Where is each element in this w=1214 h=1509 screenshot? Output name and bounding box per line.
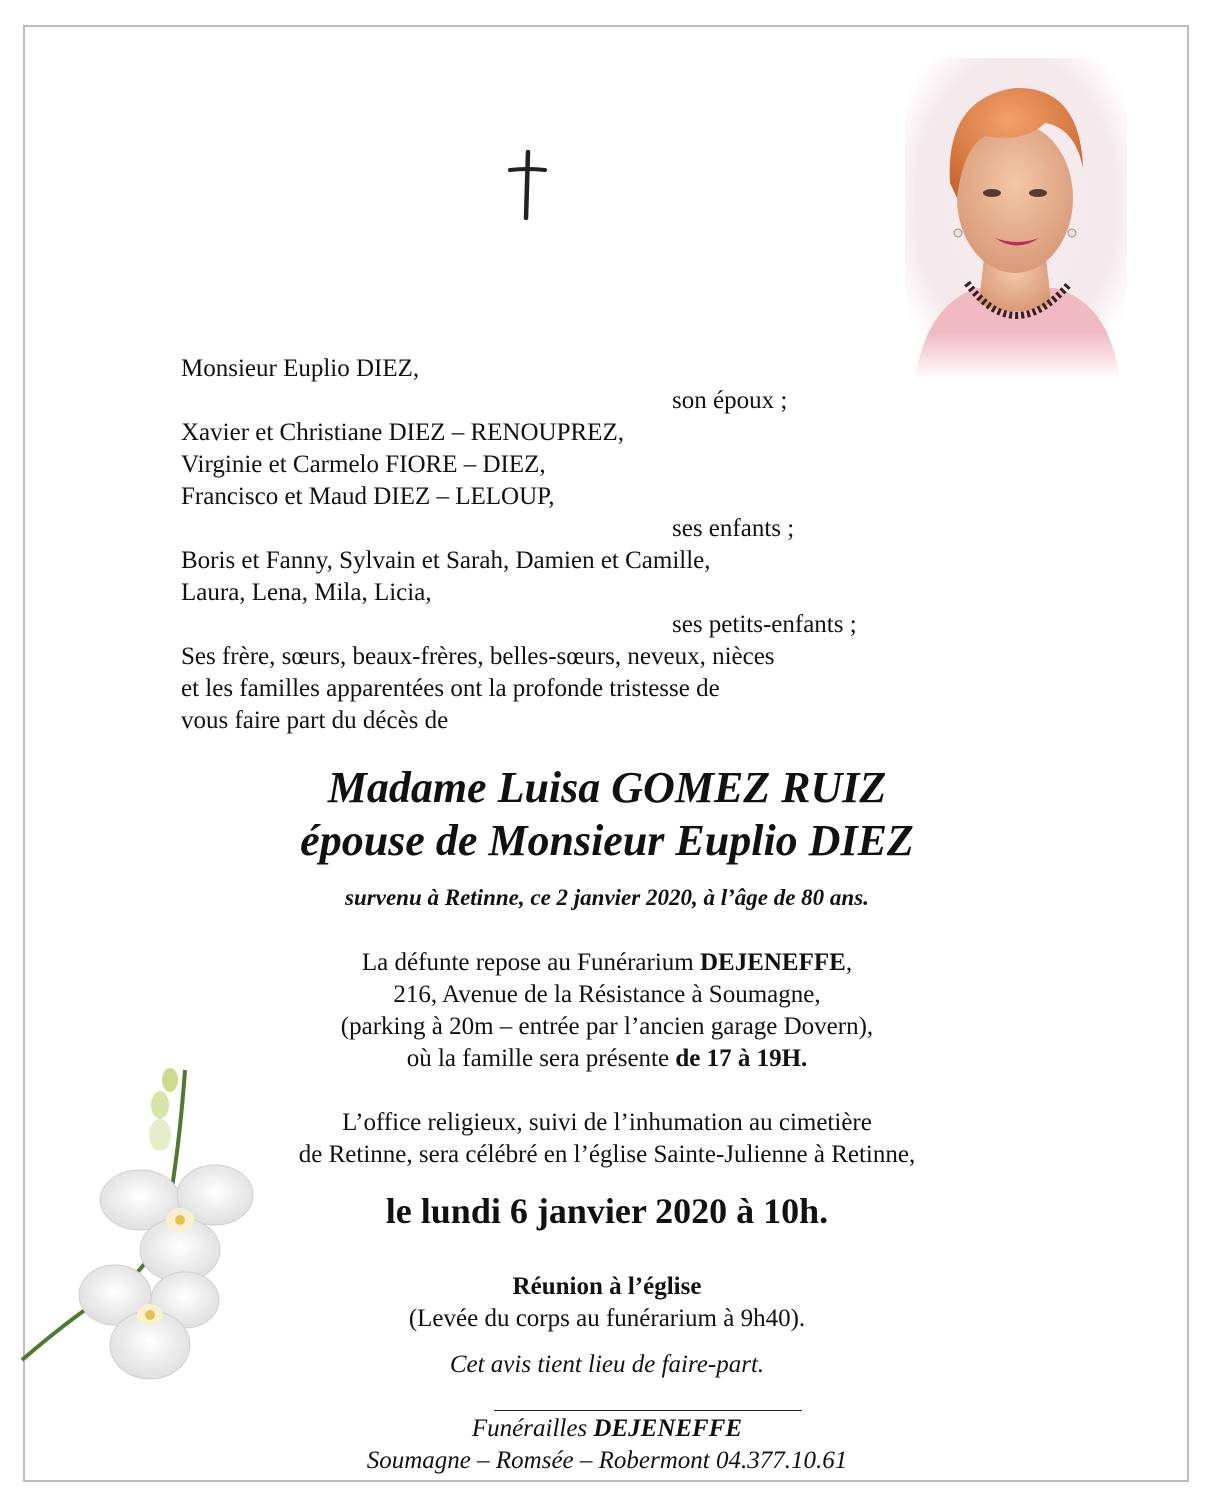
ceremony-line: de Retinne, sera célébré en l’église Sainte-Julienne à Retinne, <box>298 1141 916 1168</box>
grandchildren-line: Boris et Fanny, Sylvain et Sarah, Damien et Camille, <box>181 547 711 574</box>
cross-icon <box>507 150 547 220</box>
ceremony-date: le lundi 6 janvier 2020 à 10h. <box>385 1191 829 1231</box>
others-line: Ses frère, sœurs, beaux-frères, belles-sœurs, neveux, nièces <box>181 643 775 670</box>
presence-line <box>0 1043 1214 1075</box>
grandchildren-role: ses petits-enfants ; <box>672 611 857 638</box>
funerarium-parking: (parking à 20m – entrée par l’ancien garage Dovern), <box>340 1013 874 1040</box>
others-line: et les familles apparentées ont la profonde tristesse de <box>181 675 720 702</box>
spouse-line: Monsieur Euplio DIEZ, <box>181 355 420 382</box>
children-role: ses enfants ; <box>672 515 795 542</box>
levee-info: (Levée du corps au funérarium à 9h40). <box>408 1305 806 1332</box>
portrait-photo <box>905 58 1127 380</box>
funerarium-address: 216, Avenue de la Résistance à Soumagne, <box>393 981 821 1008</box>
child-line: Francisco et Maud DIEZ – LELOUP, <box>181 483 555 510</box>
signature-name: DEJENEFFE <box>593 1415 743 1442</box>
child-line: Virginie et Carmelo FIORE – DIEZ, <box>181 451 546 478</box>
death-info: survenu à Retinne, ce 2 janvier 2020, à l’âge de 80 ans. <box>345 885 869 910</box>
presence-prefix: où la famille sera présente <box>406 1045 676 1072</box>
presence-hours: de 17 à 19H. <box>675 1045 808 1072</box>
others-line: vous faire part du décès de <box>181 707 449 734</box>
grandchildren-line: Laura, Lena, Mila, Licia, <box>181 579 432 606</box>
deceased-name: Madame Luisa GOMEZ RUIZ <box>327 763 887 812</box>
deceased-spouse: épouse de Monsieur Euplio DIEZ <box>300 816 914 865</box>
ceremony-line: L’office religieux, suivi de l’inhumation au cimetière <box>342 1109 872 1136</box>
funerarium-suffix: , <box>845 949 853 976</box>
funerarium-name: DEJENEFFE <box>699 949 846 976</box>
meeting-place: Réunion à l’église <box>512 1273 702 1300</box>
funerarium-line <box>0 947 1214 979</box>
notice-text: Cet avis tient lieu de faire-part. <box>449 1351 765 1378</box>
signature-prefix: Funérailles <box>471 1415 594 1442</box>
spouse-role: son époux ; <box>672 387 788 414</box>
funerarium-prefix: La défunte repose au Funérarium <box>361 949 700 976</box>
signature-line <box>0 1413 1214 1445</box>
child-line: Xavier et Christiane DIEZ – RENOUPREZ, <box>181 419 624 446</box>
signature-locations: Soumagne – Romsée – Robermont 04.377.10.61 <box>366 1447 848 1474</box>
signature-rule <box>494 1410 802 1411</box>
